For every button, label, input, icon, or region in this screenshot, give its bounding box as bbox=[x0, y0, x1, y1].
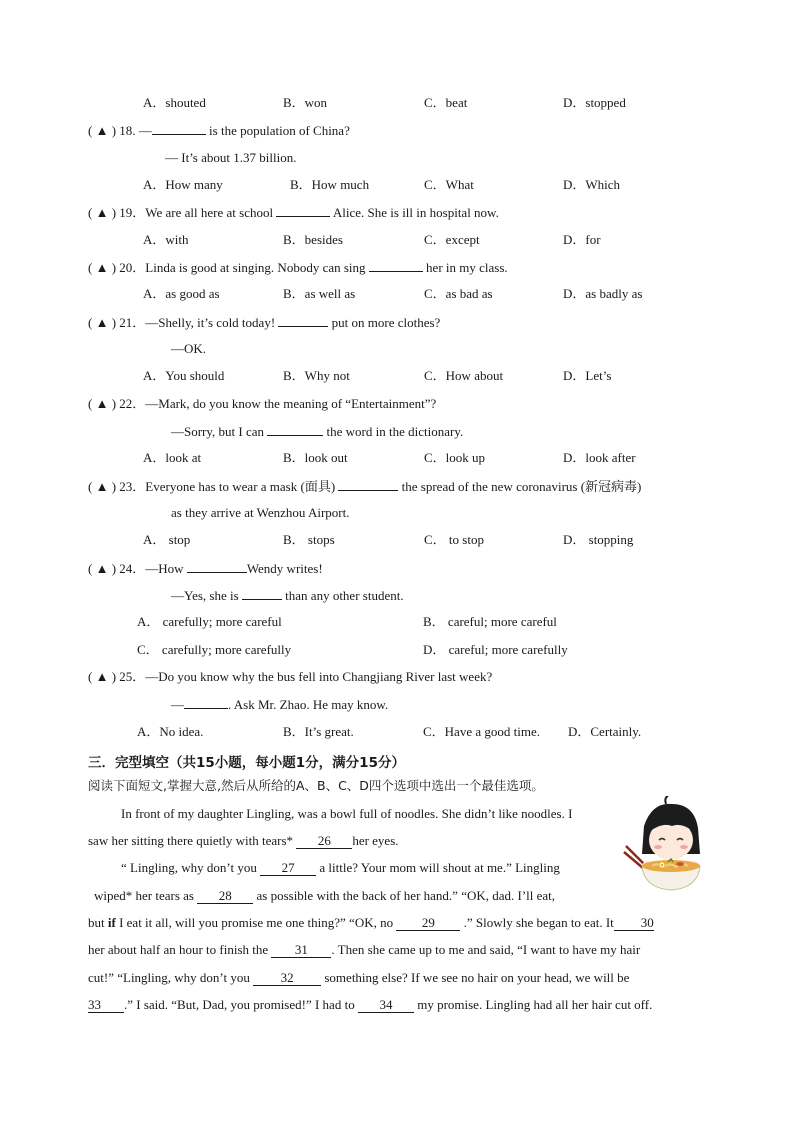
passage-text: something else? If we see no hair on your head, we will be bbox=[324, 970, 630, 985]
passage-line bbox=[88, 997, 652, 1013]
option: D．Let’s bbox=[563, 368, 612, 383]
option: B． stops bbox=[283, 532, 335, 547]
reply-text: —Yes, she is bbox=[171, 588, 242, 603]
option: A．with bbox=[143, 232, 189, 247]
cloze-blank-26: 26 bbox=[296, 834, 352, 849]
option: A．No idea. bbox=[137, 724, 204, 739]
cloze-blank-33: 33 bbox=[88, 998, 124, 1013]
passage-line bbox=[88, 833, 399, 849]
option: B．besides bbox=[283, 232, 343, 247]
question-prefix: ( ▲ ) 18. — bbox=[88, 123, 152, 138]
answer-blank bbox=[184, 696, 228, 709]
option: C． carefully; more carefully bbox=[137, 642, 292, 657]
question-text: Wendy writes! bbox=[246, 561, 323, 576]
passage-text: .” I said. “But, Dad, you promised!” I had to bbox=[124, 997, 355, 1012]
passage-line: In front of my daughter Lingling, was a bowl full of noodles. She didn’t like noodles. I bbox=[121, 806, 573, 821]
reply-text: —Sorry, but I can bbox=[171, 424, 268, 439]
answer-blank bbox=[278, 314, 328, 327]
passage-text: a little? Your mom will shout at me.” Lingling bbox=[319, 860, 560, 875]
reply-text: than any other student. bbox=[281, 588, 404, 603]
question-text: is the population of China? bbox=[205, 123, 350, 138]
option: B． careful; more careful bbox=[423, 614, 557, 629]
passage-text: saw her sitting there quietly with tears* bbox=[88, 833, 294, 848]
option: D．Certainly. bbox=[568, 724, 642, 739]
option: D．look after bbox=[563, 450, 636, 465]
question-prefix: ( ▲ ) 21．—Shelly, it’s cold today! bbox=[88, 315, 279, 330]
cloze-blank-28: 28 bbox=[197, 889, 253, 904]
option: C．beat bbox=[424, 95, 468, 110]
option: C．How about bbox=[424, 368, 504, 383]
cloze-blank-34: 34 bbox=[358, 998, 414, 1013]
option: D．as badly as bbox=[563, 286, 643, 301]
option: D． stopping bbox=[563, 532, 634, 547]
option: C．Have a good time. bbox=[423, 724, 540, 739]
option: A．look at bbox=[143, 450, 202, 465]
answer-blank bbox=[187, 560, 247, 573]
passage-line bbox=[94, 888, 555, 904]
passage-text: her eyes. bbox=[352, 833, 399, 848]
answer-blank bbox=[242, 587, 282, 600]
option: A．How many bbox=[143, 177, 223, 192]
option: D．for bbox=[563, 232, 601, 247]
option: C．look up bbox=[424, 450, 486, 465]
passage-text: as possible with the back of her hand.” “OK, dad. I’ll eat, bbox=[256, 888, 556, 903]
question-prefix: ( ▲ ) 20．Linda is good at singing. Nobody can sing bbox=[88, 260, 369, 275]
reply: —OK. bbox=[171, 341, 207, 356]
reply bbox=[171, 423, 463, 440]
passage-text: .” Slowly she began to eat. It bbox=[463, 915, 614, 930]
option: D． careful; more carefully bbox=[423, 642, 568, 657]
cloze-blank-27: 27 bbox=[260, 861, 316, 876]
reply-text: the word in the dictionary. bbox=[323, 424, 464, 439]
option: A．shouted bbox=[143, 95, 206, 110]
option: C．as bad as bbox=[424, 286, 493, 301]
option: A．You should bbox=[143, 368, 225, 383]
girl-with-noodles-illustration bbox=[622, 796, 714, 892]
question-25: ( ▲ ) 25．—Do you know why the bus fell into Changjiang River last week? bbox=[88, 669, 493, 684]
question-text: put on more clothes? bbox=[328, 315, 441, 330]
passage-line bbox=[88, 942, 640, 958]
option: D．stopped bbox=[563, 95, 626, 110]
section-title: 三．完型填空（共15小题，每小题1分，满分15分） bbox=[88, 755, 405, 771]
question-text: the spread of the new coronavirus (新冠病毒) bbox=[398, 479, 642, 494]
question-text: her in my class. bbox=[422, 260, 508, 275]
option: B．as well as bbox=[283, 286, 356, 301]
question-continuation: as they arrive at Wenzhou Airport. bbox=[171, 505, 350, 520]
cloze-blank-32: 32 bbox=[253, 971, 321, 986]
question-23 bbox=[88, 478, 641, 495]
reply-text: . Ask Mr. Zhao. He may know. bbox=[228, 697, 389, 712]
passage-text: . Then she came up to me and said, “I want to have my hair bbox=[331, 942, 641, 957]
option: C．What bbox=[424, 177, 474, 192]
passage-text: I eat it all, will you promise me one thing?” “OK, no bbox=[115, 915, 394, 930]
passage-text: my promise. Lingling had all her hair cut off. bbox=[417, 997, 653, 1012]
passage-text: her about half an hour to finish the bbox=[88, 942, 269, 957]
option: B．How much bbox=[290, 177, 370, 192]
passage-line bbox=[121, 860, 560, 876]
cloze-blank-31: 31 bbox=[271, 943, 331, 958]
option: A． stop bbox=[143, 532, 191, 547]
reply: — It’s about 1.37 billion. bbox=[165, 150, 297, 165]
cloze-blank-30: 30 bbox=[614, 916, 654, 931]
passage-text: “ Lingling, why don’t you bbox=[121, 860, 257, 875]
option: C． to stop bbox=[424, 532, 484, 547]
passage-text: cut!” “Lingling, why don’t you bbox=[88, 970, 250, 985]
question-22: ( ▲ ) 22．—Mark, do you know the meaning of “Entertainment”? bbox=[88, 396, 437, 411]
question-18 bbox=[88, 122, 350, 139]
answer-blank bbox=[152, 122, 206, 135]
option: C．except bbox=[424, 232, 480, 247]
passage-line bbox=[88, 970, 629, 986]
passage-text: but bbox=[88, 915, 108, 930]
option: B．look out bbox=[283, 450, 348, 465]
option: A． carefully; more careful bbox=[137, 614, 282, 629]
section-instruction: 阅读下面短文,掌握大意,然后从所给的A、B、C、D四个选项中选出一个最佳选项。 bbox=[88, 778, 544, 793]
passage-line bbox=[88, 915, 654, 931]
question-prefix: ( ▲ ) 24．—How bbox=[88, 561, 187, 576]
question-19 bbox=[88, 204, 499, 221]
reply: — . Ask Mr. Zhao. He may know. bbox=[171, 697, 389, 712]
question-24 bbox=[88, 560, 323, 577]
question-prefix: ( ▲ ) 23．Everyone has to wear a mask (面具) bbox=[88, 479, 339, 494]
question-20 bbox=[88, 259, 508, 276]
option: A．as good as bbox=[143, 286, 220, 301]
question-prefix: ( ▲ ) 19．We are all here at school bbox=[88, 205, 277, 220]
question-text: Alice. She is ill in hospital now. bbox=[330, 205, 499, 220]
answer-blank bbox=[369, 259, 423, 272]
question-21 bbox=[88, 314, 440, 331]
answer-blank bbox=[267, 423, 323, 436]
option: B．It’s great. bbox=[283, 724, 354, 739]
option: B．Why not bbox=[283, 368, 350, 383]
answer-blank bbox=[338, 478, 398, 491]
reply bbox=[171, 587, 404, 604]
option: B．won bbox=[283, 95, 328, 110]
passage-text: wiped* her tears as bbox=[94, 888, 194, 903]
passage-text-bold: if bbox=[107, 915, 116, 930]
cloze-blank-29: 29 bbox=[396, 916, 460, 931]
answer-blank bbox=[276, 204, 330, 217]
option: D．Which bbox=[563, 177, 621, 192]
